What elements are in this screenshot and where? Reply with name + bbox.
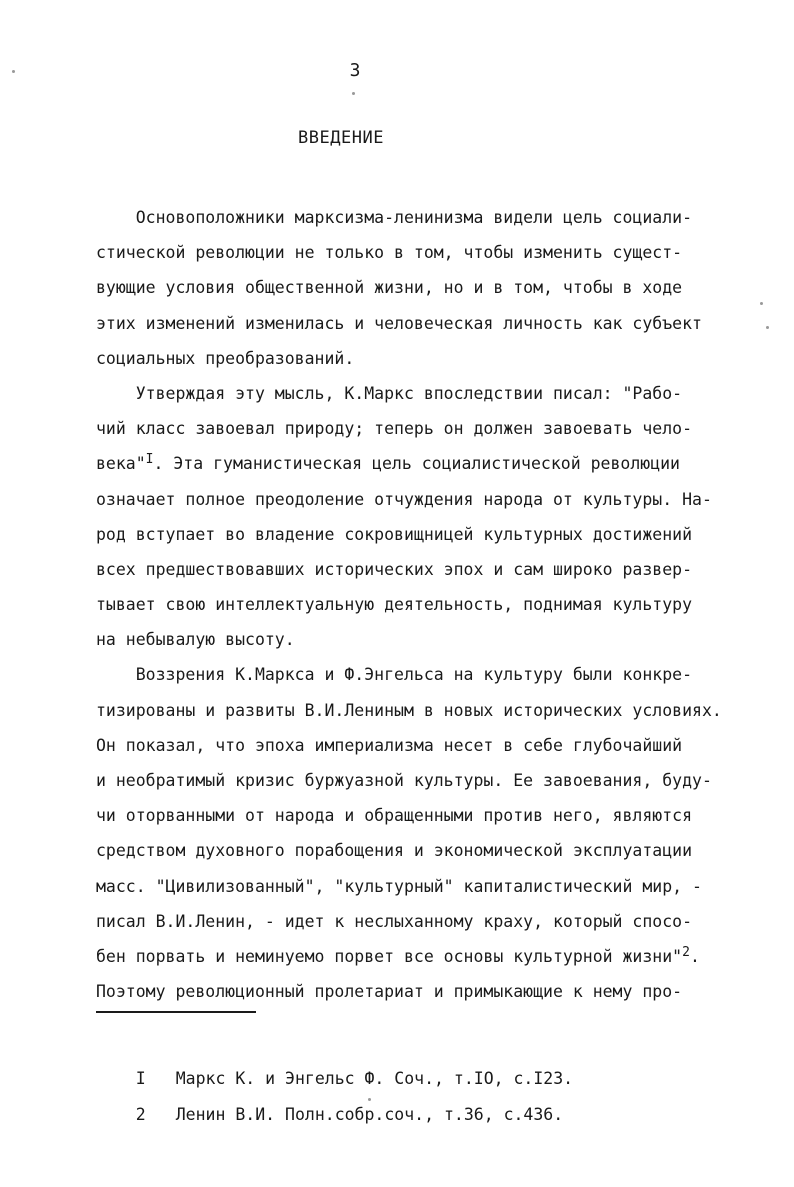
text-line: чий класс завоевал природу; теперь он должен завоевать чело- (96, 419, 693, 439)
section-heading: ВВЕДЕНИЕ (298, 128, 384, 148)
text-line: тывает свою интеллектуальную деятельность, поднимая культуру (96, 595, 693, 615)
body-text (96, 200, 756, 1009)
text-line: социальных преобразований. (96, 348, 355, 368)
text-line: Основоположники марксизма-ленинизма видели цель социали- (96, 208, 693, 227)
footnote-ref: 2 (682, 944, 690, 960)
text-line: и необратимый кризис буржуазной культуры. Ее завоевания, буду- (96, 771, 712, 790)
text-fragment: . Эта гуманистическая цель социалистической революции (153, 454, 680, 474)
footnotes (96, 1025, 736, 1124)
text-line: означает полное преодоление отчуждения народа от культуры. На- (96, 489, 712, 509)
text-line: Поэтому революционный пролетариат и примыкающие к нему про- (96, 982, 683, 1002)
text-line (96, 446, 756, 481)
scan-speck (352, 92, 355, 95)
scan-speck (368, 1098, 371, 1101)
page-number: 3 (349, 60, 361, 81)
text-line: средством духовного порабощения и экономической эксплуатации (96, 841, 693, 861)
footnote-text: Маркс К. и Энгельс Ф. Соч., т.IO, с.I23. (175, 1069, 574, 1088)
text-fragment: века" (96, 454, 146, 474)
scan-speck (766, 326, 769, 329)
text-line: чи оторванными от народа и обращенными против него, являются (96, 806, 693, 826)
text-line: масс. "Цивилизованный", "культурный" капиталистический мир, - (96, 876, 702, 896)
text-line: Воззрения К.Маркса и Ф.Энгельса на культуру были конкре- (96, 665, 693, 685)
text-line: на небывалую высоту. (96, 630, 295, 650)
text-line: этих изменений изменилась и человеческая личность как субъект (96, 313, 702, 333)
footnote-text: Ленин В.И. Полн.собр.соч., т.36, с.436. (175, 1105, 564, 1124)
footnote-number: I (135, 1069, 146, 1088)
text-line: вующие условия общественной жизни, но и в том, чтобы в ходе (96, 278, 683, 298)
footnote (96, 1025, 736, 1088)
text-line: стической революции не только в том, чтобы изменить сущест- (96, 243, 683, 263)
footnote-number: 2 (135, 1105, 146, 1124)
text-line: всех предшествовавших исторических эпох и сам широко развер- (96, 559, 693, 579)
footnote-ref: I (145, 452, 154, 468)
text-line: тизированы и развиты В.И.Лениным в новых исторических условиях. (96, 700, 722, 720)
scan-speck (12, 70, 15, 73)
footnote-divider (96, 1011, 256, 1013)
text-line: Утверждая эту мысль, К.Маркс впоследствии писал: "Рабо- (96, 383, 683, 403)
text-fragment: . (689, 946, 700, 966)
text-line: Он показал, что эпоха империализма несет в себе глубочайший (96, 735, 683, 755)
text-line: писал В.И.Ленин, - идет к неслыханному краху, который спосо- (96, 911, 693, 931)
text-fragment: бен порвать и неминуемо порвет все основы культурной жизни" (96, 946, 683, 966)
text-line (96, 939, 756, 974)
text-line: род вступает во владение сокровищницей культурных достижений (96, 524, 693, 544)
scan-speck (760, 302, 763, 305)
